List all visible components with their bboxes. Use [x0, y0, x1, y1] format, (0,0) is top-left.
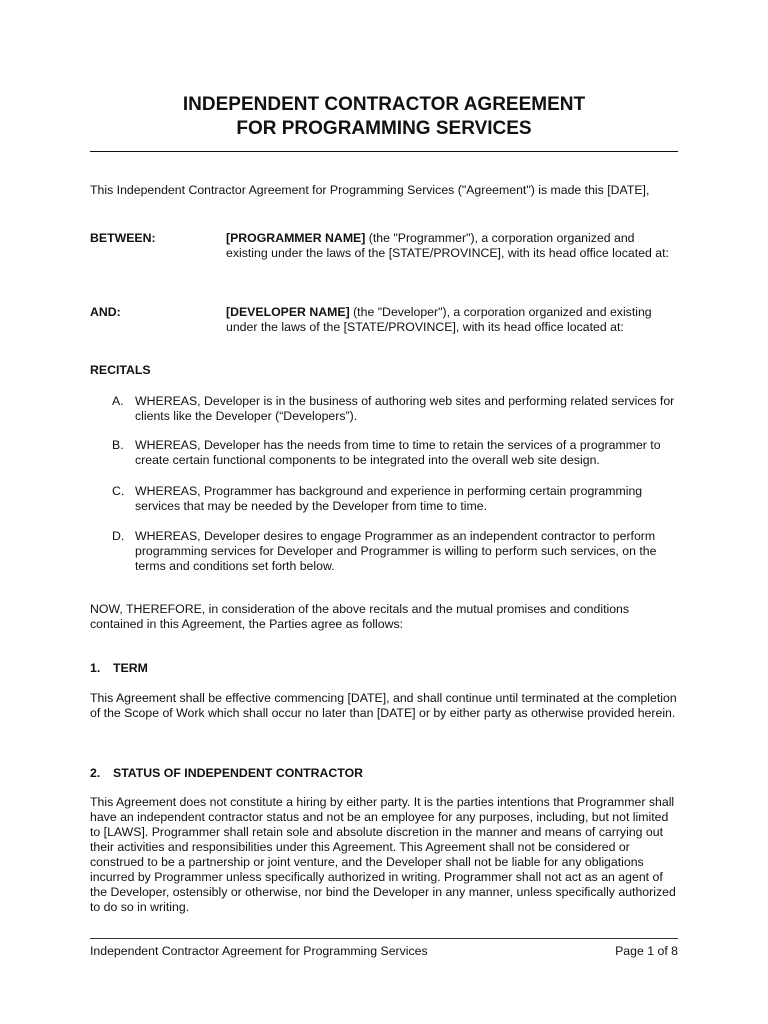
title-line-1: INDEPENDENT CONTRACTOR AGREEMENT [182, 94, 586, 115]
document-title [90, 93, 678, 141]
section-title: STATUS OF INDEPENDENT CONTRACTOR [113, 766, 364, 780]
recital-letter: D. [112, 529, 125, 543]
recitals-heading: RECITALS [90, 363, 151, 377]
party-between-body: (the "Programmer"), a corporation organized and existing under the laws of the [STATE/PROVINCE], with its head office located at: [226, 231, 669, 260]
recital-letter: C. [112, 484, 125, 498]
footer-document-name: Independent Contractor Agreement for Programming Services [90, 944, 428, 958]
party-and-label: AND: [90, 305, 121, 319]
section-term-text: This Agreement shall be effective commencing [DATE], and shall continue until terminated at the completion of the Scope of Work which shall occur no later than [DATE] or by either party as otherwise provided herein. [90, 691, 677, 720]
recital-text: WHEREAS, Developer desires to engage Programmer as an independent contractor to perform programming services for Developer and Programmer is willing to perform such services, on the terms and conditions set forth below. [135, 529, 657, 573]
section-status-text: This Agreement does not constitute a hiring by either party. It is the parties intentions that Programmer shall have an independent contractor status and not be an employee for any purposes, including, but not limited to [LAWS]. Programmer shall retain sole and absolute discretion in the manner and means of carrying out their activities and responsibilities under this Agreement. This Agreement shall not be considered or construed to be a partnership or joint venture, and the Developer shall not be liable for any obligations incurred by Programmer unless specifically authorized in writing. Programmer shall not act as an agent of the Developer, ostensibly or otherwise, nor bind the Developer in any manner, unless specifically authorized to do so in writing. [90, 795, 676, 914]
party-between-text [226, 231, 678, 261]
section-number: 2. [90, 766, 101, 780]
recital-text: WHEREAS, Developer has the needs from time to time to retain the services of a programmer to create certain functional components to be integrated into the overall web site design. [135, 438, 661, 467]
section-title: TERM [113, 661, 148, 675]
intro-paragraph: This Independent Contractor Agreement for Programming Services ("Agreement") is made this [DATE], [90, 183, 650, 197]
party-and-body: (the "Developer"), a corporation organized and existing under the laws of the [STATE/PROVINCE], with its head office located at: [226, 305, 652, 334]
now-therefore-paragraph: NOW, THEREFORE, in consideration of the above recitals and the mutual promises and conditions contained in this Agreement, the Parties agree as follows: [90, 602, 630, 631]
footer-page-number: Page 1 of 8 [615, 944, 678, 958]
recital-letter: A. [112, 394, 124, 408]
recital-text: WHEREAS, Programmer has background and experience in performing certain programming services that may be needed by the Developer from time to time. [135, 484, 643, 513]
recital-letter: B. [112, 438, 124, 452]
section-heading-status [90, 766, 363, 781]
party-and-text [226, 305, 678, 335]
section-number: 1. [90, 661, 101, 675]
recital-text: WHEREAS, Developer is in the business of authoring web sites and performing related services for clients like the Developer (“Developers”). [135, 394, 675, 423]
programmer-name: [PROGRAMMER NAME] [226, 231, 366, 245]
developer-name: [DEVELOPER NAME] [226, 305, 350, 319]
title-line-2: FOR PROGRAMMING SERVICES [236, 118, 532, 139]
title-divider [90, 151, 678, 152]
section-heading-term [90, 661, 148, 676]
footer-divider [90, 938, 678, 939]
party-and [90, 305, 678, 337]
party-between [90, 231, 678, 277]
party-between-label: BETWEEN: [90, 231, 156, 245]
